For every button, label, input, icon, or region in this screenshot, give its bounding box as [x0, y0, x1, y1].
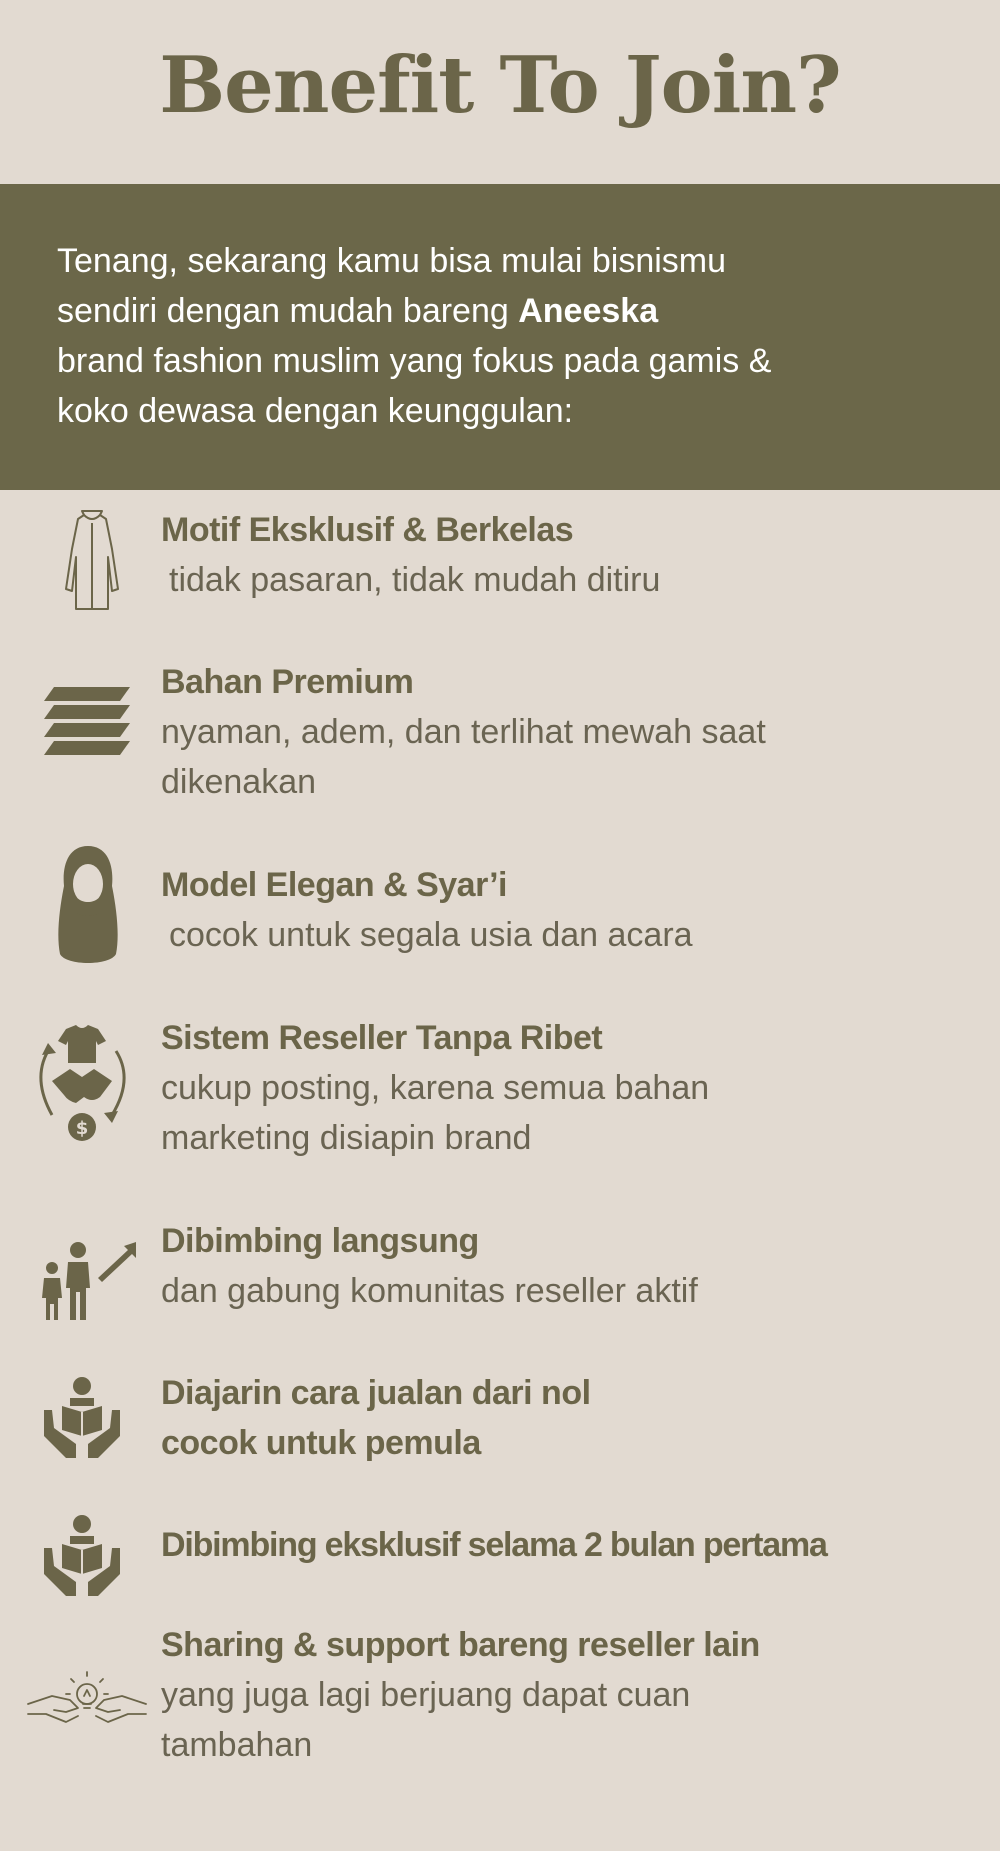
intro-line-1: Tenang, sekarang kamu bisa mulai bisnismu: [57, 242, 727, 280]
benefit-heading: Sharing & support bareng reseller lain: [161, 1626, 760, 1664]
benefit-desc-line-2: marketing disiapin brand: [161, 1119, 532, 1157]
benefit-heading: Dibimbing langsung: [161, 1222, 479, 1260]
intro-line-3: brand fashion muslim yang fokus pada gamis &: [57, 342, 772, 380]
brand-name: Aneeska: [518, 292, 659, 330]
benefit-desc-line-2: dikenakan: [161, 763, 317, 801]
reseller-handshake-icon: [30, 1023, 134, 1147]
hijab-woman-icon: [56, 844, 120, 970]
intro-line-4: koko dewasa dengan keunggulan:: [57, 392, 574, 430]
svg-text:$: $: [75, 1118, 89, 1139]
mentoring-growth-icon: [40, 1242, 140, 1320]
benefit-heading-line-2: cocok untuk pemula: [161, 1424, 481, 1462]
benefit-heading: Model Elegan & Syar’i: [161, 866, 507, 904]
benefit-desc: dan gabung komunitas reseller aktif: [161, 1272, 698, 1310]
fabric-layers-icon: [44, 685, 132, 757]
benefit-heading: Sistem Reseller Tanpa Ribet: [161, 1019, 603, 1057]
benefit-desc-line-1: yang juga lagi berjuang dapat cuan: [161, 1676, 691, 1714]
benefit-heading: Bahan Premium: [161, 663, 414, 701]
intro-banner: [0, 184, 1000, 490]
gamis-dress-icon: [62, 509, 122, 613]
intro-line-2: sendiri dengan mudah bareng: [57, 292, 519, 330]
benefit-heading-line-1: Diajarin cara jualan dari nol: [161, 1374, 591, 1412]
benefit-desc-line-1: nyaman, adem, dan terlihat mewah saat: [161, 713, 766, 751]
learning-hands-icon: [40, 1514, 124, 1598]
benefit-heading: Motif Eksklusif & Berkelas: [161, 511, 574, 549]
benefit-heading: Dibimbing eksklusif selama 2 bulan pertama: [161, 1526, 827, 1564]
benefit-desc: tidak pasaran, tidak mudah ditiru: [169, 561, 661, 599]
benefit-desc-line-1: cukup posting, karena semua bahan: [161, 1069, 710, 1107]
benefit-desc-line-2: tambahan: [161, 1726, 313, 1764]
page-title: Benefit To Join?: [159, 40, 841, 131]
benefit-desc: cocok untuk segala usia dan acara: [169, 916, 693, 954]
idea-sharing-hands-icon: [26, 1670, 148, 1730]
learning-hands-icon: [40, 1376, 124, 1460]
